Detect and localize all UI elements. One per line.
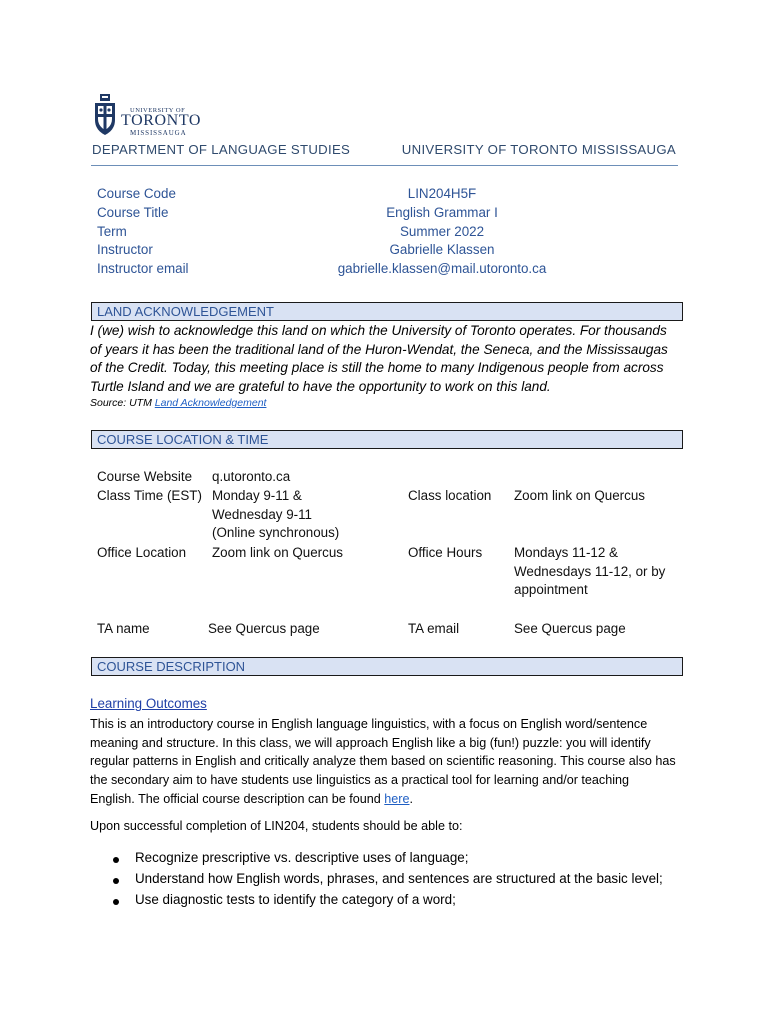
office-hours-line: Mondays 11-12 & bbox=[514, 545, 618, 560]
ack-line: of the Credit. Today, this meeting place is still the home to many Indigenous people from across bbox=[90, 360, 664, 376]
course-description-text bbox=[90, 715, 682, 809]
course-code-row bbox=[97, 186, 677, 205]
land-acknowledgement-heading: LAND ACKNOWLEDGEMENT bbox=[91, 302, 683, 321]
course-title-label: Course Title bbox=[97, 204, 169, 220]
instructor-label: Instructor bbox=[97, 242, 153, 258]
description-last-prefix: English. The official course description can be found bbox=[90, 791, 385, 806]
description-last-suffix: . bbox=[409, 791, 413, 806]
crest-icon bbox=[93, 94, 117, 136]
department-name: DEPARTMENT OF LANGUAGE STUDIES bbox=[92, 142, 351, 157]
ta-email-label: TA email bbox=[408, 621, 460, 636]
header-divider bbox=[91, 165, 678, 166]
term-label: Term bbox=[97, 223, 127, 239]
ack-line: I (we) wish to acknowledge this land on which the University of Toronto operates. For thousands bbox=[90, 323, 667, 338]
class-time-line: (Online synchronous) bbox=[212, 525, 340, 541]
ack-source bbox=[90, 397, 266, 409]
bullet-icon bbox=[113, 878, 119, 884]
logo-campus: MISSISSAUGA bbox=[130, 129, 187, 137]
source-prefix: Source: UTM bbox=[90, 397, 155, 409]
description-line bbox=[90, 790, 682, 809]
outcomes-intro: Upon successful completion of LIN204, students should be able to: bbox=[90, 819, 463, 833]
course-website-label: Course Website bbox=[97, 469, 193, 484]
ack-line: of years it has been the traditional land of the Huron-Wendat, the Seneca, and the Mississaugas bbox=[90, 341, 668, 357]
course-description-here-link[interactable]: here bbox=[384, 791, 410, 806]
course-title-row bbox=[97, 205, 677, 224]
instructor-email-label: Instructor email bbox=[97, 261, 189, 277]
course-website-value[interactable]: q.utoronto.ca bbox=[212, 469, 291, 484]
instructor-value: Gabrielle Klassen bbox=[389, 242, 495, 258]
logo-university-of: UNIVERSITY OF bbox=[130, 107, 186, 114]
description-line: meaning and structure. In this class, we will approach English like a big (fun!) puzzle: you will identify bbox=[90, 735, 651, 750]
ack-line: Turtle Island and we are grateful to have the opportunity to work on this land. bbox=[90, 379, 551, 395]
list-item-text: Use diagnostic tests to identify the category of a word; bbox=[135, 892, 456, 907]
list-item-text: Recognize prescriptive vs. descriptive uses of language; bbox=[135, 850, 469, 865]
description-line: the secondary aim to have students use linguistics as a practical tool for learning and/or teaching bbox=[90, 773, 630, 788]
university-name: UNIVERSITY OF TORONTO MISSISSAUGA bbox=[401, 142, 676, 157]
course-code-value: LIN204H5F bbox=[407, 186, 477, 201]
instructor-email-row bbox=[97, 261, 677, 280]
class-time-line: Wednesday 9-11 bbox=[212, 506, 312, 522]
office-location-value: Zoom link on Quercus bbox=[212, 545, 343, 560]
course-location-heading: COURSE LOCATION & TIME bbox=[91, 430, 683, 449]
learning-outcomes-link[interactable]: Learning Outcomes bbox=[90, 696, 207, 711]
office-hours-value bbox=[514, 544, 665, 600]
description-line: This is an introductory course in English language linguistics, with a focus on English word/sentence bbox=[90, 717, 648, 731]
ta-name-label: TA name bbox=[97, 621, 150, 636]
land-acknowledgement-text bbox=[90, 322, 682, 397]
office-location-label: Office Location bbox=[97, 545, 187, 560]
description-line: regular patterns in English and critically analyze them based on scientific reasoning. This course also has bbox=[90, 754, 676, 769]
class-location-label: Class location bbox=[408, 488, 492, 503]
header-row bbox=[91, 142, 678, 162]
ta-email-value: See Quercus page bbox=[514, 621, 626, 636]
course-info-block bbox=[97, 186, 677, 280]
class-time-label: Class Time (EST) bbox=[97, 488, 202, 503]
course-code-label: Course Code bbox=[97, 186, 176, 201]
logo-toronto: TORONTO bbox=[121, 112, 202, 129]
university-logo bbox=[93, 94, 205, 138]
term-value: Summer 2022 bbox=[399, 223, 485, 239]
list-item-text: Understand how English words, phrases, and sentences are structured at the basic level; bbox=[135, 871, 663, 886]
instructor-email-value[interactable]: gabrielle.klassen@mail.utoronto.ca bbox=[337, 261, 547, 277]
course-description-heading: COURSE DESCRIPTION bbox=[91, 657, 683, 676]
class-time-value bbox=[212, 487, 339, 543]
bullet-icon bbox=[113, 899, 119, 905]
class-location-value: Zoom link on Quercus bbox=[514, 488, 645, 503]
ta-name-value: See Quercus page bbox=[208, 621, 320, 636]
class-time-line: Monday 9-11 & bbox=[212, 488, 302, 503]
office-hours-line: appointment bbox=[514, 582, 588, 598]
office-hours-line: Wednesdays 11-12, or by bbox=[514, 563, 666, 579]
course-title-value: English Grammar I bbox=[386, 204, 498, 220]
instructor-row bbox=[97, 242, 677, 261]
land-acknowledgement-link[interactable]: Land Acknowledgement bbox=[154, 397, 267, 409]
office-hours-label: Office Hours bbox=[408, 545, 483, 560]
term-row bbox=[97, 224, 677, 243]
bullet-icon bbox=[113, 857, 119, 863]
